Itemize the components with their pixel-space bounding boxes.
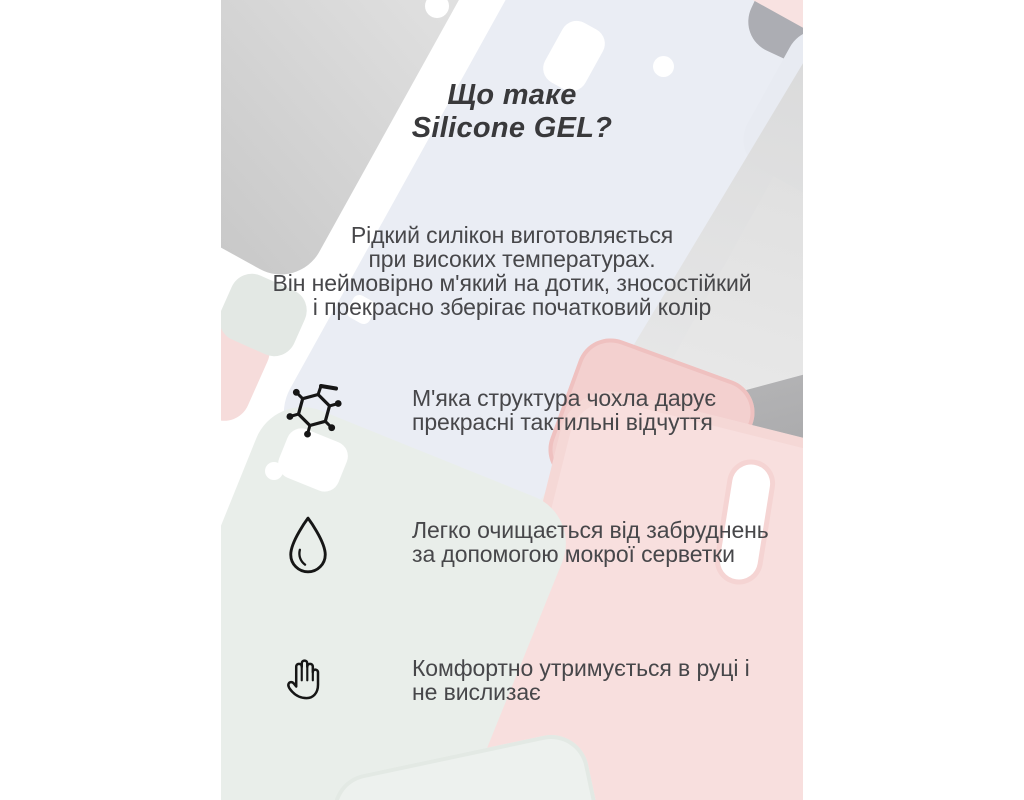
intro-line2: при високих температурах. [368, 246, 656, 272]
feature-grip-line2: не вислизає [412, 679, 541, 705]
feature-easy-clean-line1: Легко очищається від забруднень [412, 517, 769, 543]
camera-notch-cutout [444, 27, 466, 48]
water-drop-icon [285, 514, 331, 581]
page-title-line2: Silicone GEL? [411, 112, 613, 145]
molecule-icon [281, 376, 347, 447]
camera-hole-cutout [653, 56, 674, 77]
intro-line1: Рідкий силікон виготовляється [350, 222, 674, 248]
page-title [221, 79, 803, 145]
feature-easy-clean-line2: за допомогою мокрої серветки [412, 541, 735, 567]
feature-grip [412, 656, 750, 704]
hand-icon [278, 650, 328, 713]
intro-line3: Він неймовірно м'який на дотик, зносостійкий [272, 270, 752, 296]
feature-grip-line1: Комфортно утримується в руці і [412, 655, 750, 681]
feature-soft-structure-line2: прекрасні тактильні відчуття [412, 409, 713, 435]
feature-soft-structure [412, 386, 716, 434]
camera-hole-cutout [265, 462, 283, 480]
feature-easy-clean [412, 518, 769, 566]
silicone-gel-infographic [221, 0, 803, 800]
intro-line4: і прекрасно зберігає початковий колір [312, 294, 712, 320]
feature-soft-structure-line1: М'яка структура чохла дарує [412, 385, 717, 411]
page-title-line1: Що таке [447, 79, 577, 112]
intro-paragraph [221, 223, 803, 319]
